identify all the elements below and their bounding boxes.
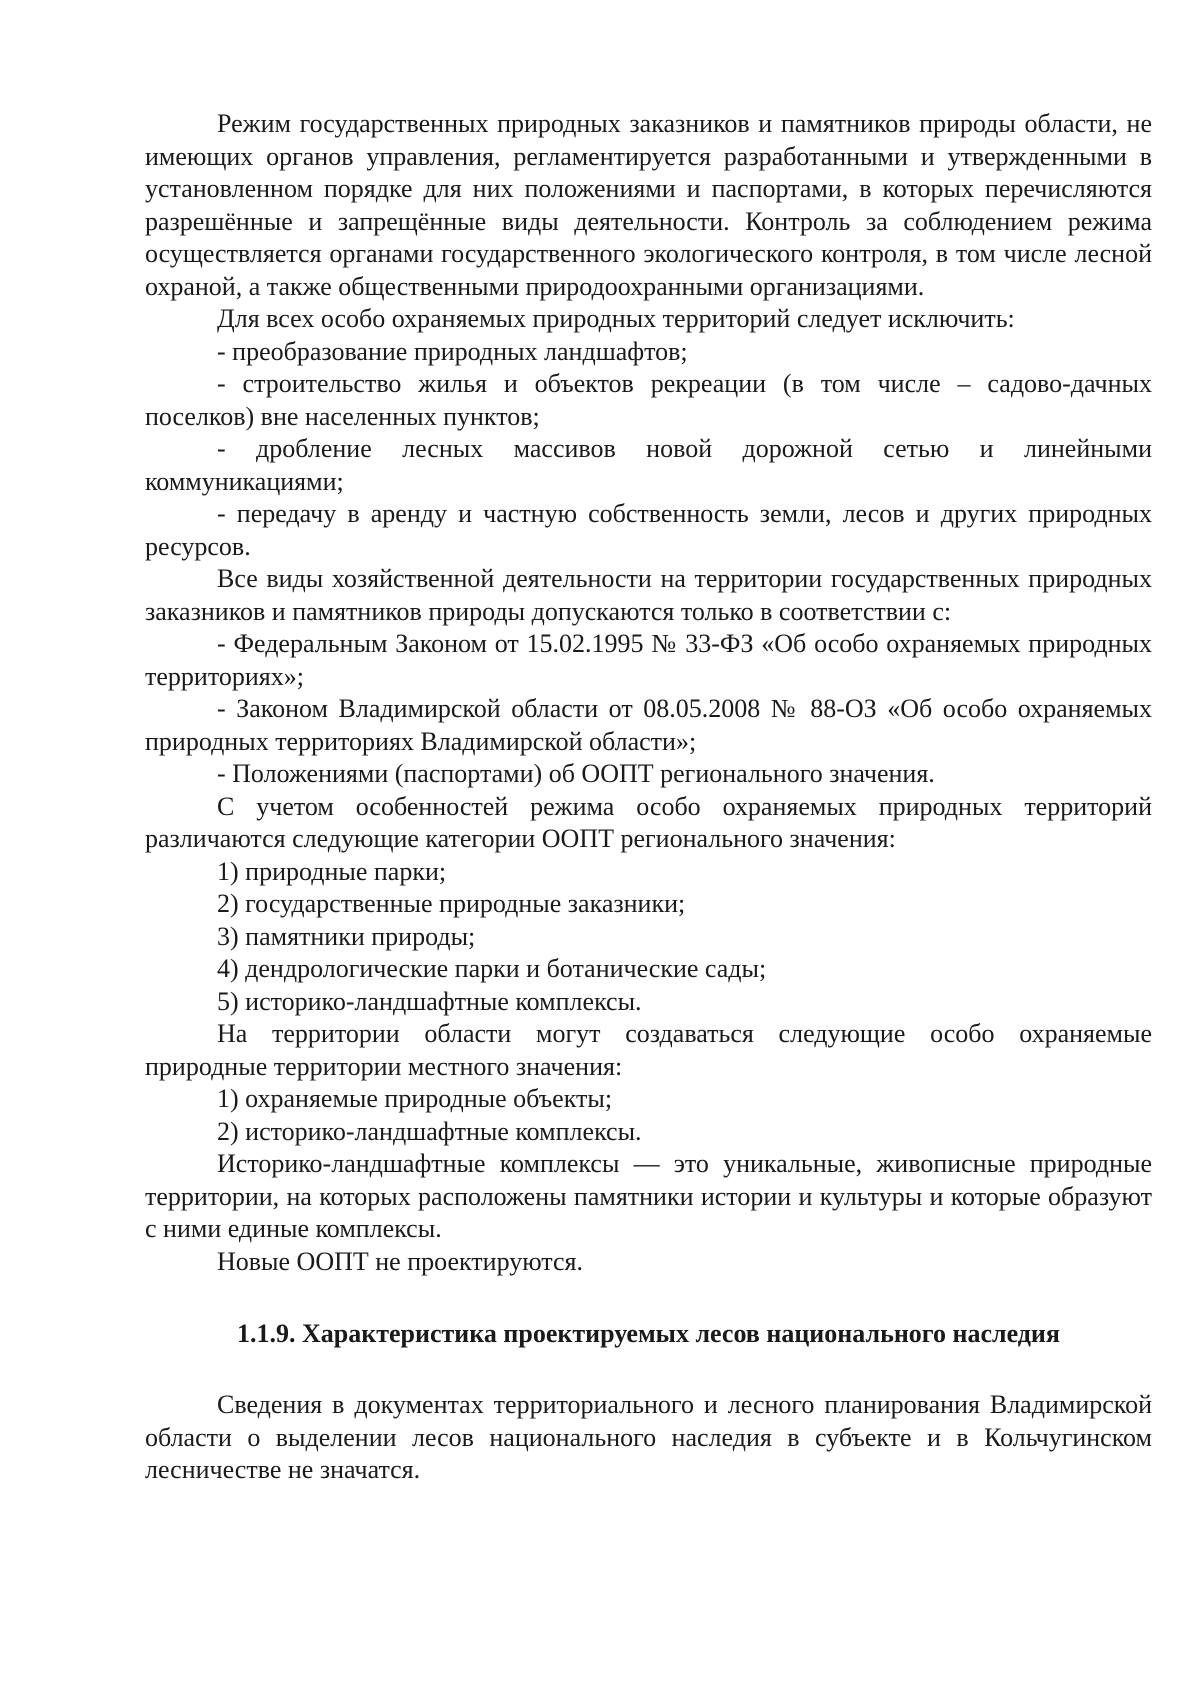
list-item: - Федеральным Законом от 15.02.1995 № 33-ФЗ «Об особо охраняемых природных территориях»; — [145, 629, 1152, 691]
list-item: - преобразование природных ландшафтов; — [217, 336, 688, 366]
list-item: 3) памятники природы; — [217, 921, 476, 951]
list-item: - строительство жилья и объектов рекреации (в том числе – садово-дачных поселков) вне населенных пунктов; — [145, 369, 1152, 431]
list-item: - Законом Владимирской области от 08.05.2008 № 88-ОЗ «Об особо охраняемых природных территориях Владимирской области»; — [145, 694, 1152, 756]
section-heading: 1.1.9. Характеристика проектируемых лесов национального наследия — [237, 1319, 1060, 1348]
list-item: - передачу в аренду и частную собственность земли, лесов и других природных ресурсов. — [145, 499, 1152, 561]
paragraph: Сведения в документах территориального и лесного планирования Владимирской области о выделении лесов национального наследия в субъекте и в Кольчугинском лесничестве не значатся. — [145, 1390, 1152, 1484]
list-item: - дробление лесных массивов новой дорожной сетью и линейными коммуникациями; — [145, 434, 1152, 496]
paragraph: На территории области могут создаваться следующие особо охраняемые природные территории местного значения: — [145, 1019, 1152, 1081]
paragraph: Все виды хозяйственной деятельности на территории государственных природных заказников и памятников природы допускаются только в соответствии с: — [145, 564, 1152, 626]
paragraph: С учетом особенностей режима особо охраняемых природных территорий различаются следующие категории ООПТ регионального значения: — [145, 791, 1152, 853]
list-item: 5) историко-ландшафтные комплексы. — [217, 986, 642, 1016]
list-item: 1) охраняемые природные объекты; — [217, 1084, 613, 1113]
paragraph: Режим государственных природных заказников и памятников природы области, не имеющих органов управления, регламентируется разработанными и утвержденными в установленном порядке для них положениями и паспортами, в которых перечисляются разрешённые и запрещённые виды деятельности. Контроль за соблюдением режима осуществляется органами государственного экологического контроля, в том числе лесной охраной, а также общественными природоохранными организациями. — [145, 109, 1152, 301]
paragraph: Новые ООПТ не проектируются. — [217, 1246, 583, 1276]
list-item: 1) природные парки; — [217, 856, 447, 886]
document-page — [145, 108, 1152, 1487]
paragraph: Для всех особо охраняемых природных территорий следует исключить: — [217, 304, 1015, 333]
list-item: 2) государственные природные заказники; — [217, 889, 686, 918]
list-item: - Положениями (паспортами) об ООПТ регионального значения. — [217, 759, 935, 788]
paragraph: Историко-ландшафтные комплексы — это уникальные, живописные природные территории, на которых расположены памятники истории и культуры и которые образуют с ними единые комплексы. — [145, 1149, 1152, 1243]
list-item: 2) историко-ландшафтные комплексы. — [217, 1116, 642, 1146]
list-item: 4) дендрологические парки и ботанические сады; — [217, 954, 767, 983]
